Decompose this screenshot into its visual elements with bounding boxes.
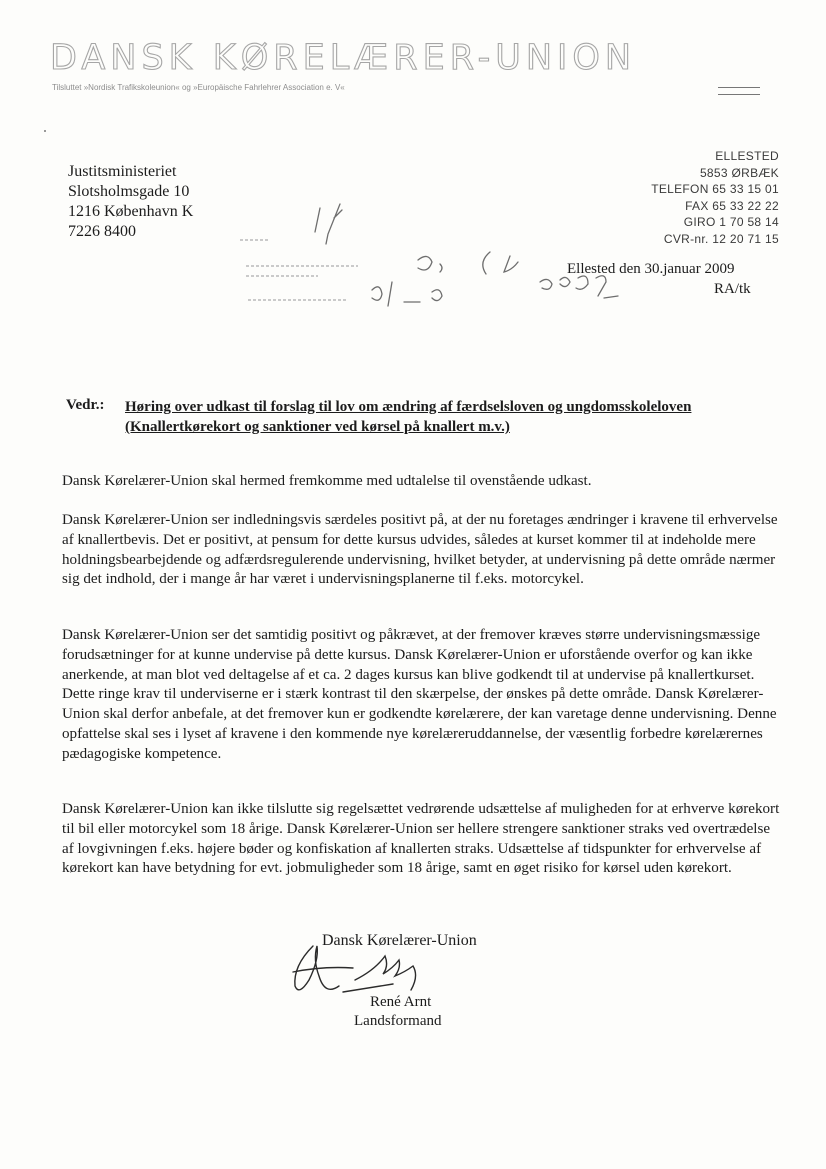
recipient-address: [68, 162, 193, 242]
sender-line: 5853 ØRBÆK: [699, 165, 779, 180]
recipient-line: 7226 8400: [68, 223, 136, 240]
body-paragraph: Dansk Kørelærer-Union kan ikke tilslutte sig regelsættet vedrørende udsættelse af muligheden for at erhverve kørekort til bil eller motorcykel som 18 årige. Dansk Kørelærer-Union ser hellere strengere sanktioner straks ved overtrædelse af lovgivningen f.eks. højere bøder og konfiskation af knallerten straks. Udsættelse af tidspunkter for erhvervelse af kørekort kan have betydning for evt. jobmuligheder som 18 årige, samt en øget risiko for kørsel uden kørekort.: [62, 801, 780, 877]
corner-mark: [718, 87, 760, 95]
sender-line: CVR-nr. 12 20 71 15: [663, 231, 779, 246]
sender-line: TELEFON 65 33 15 01: [651, 182, 779, 196]
signatory-name: René Arnt: [370, 994, 432, 1010]
sender-address: [651, 148, 779, 247]
scan-speck: [44, 130, 46, 132]
subject-label: Vedr.:: [66, 397, 105, 413]
recipient-line: 1216 København K: [68, 203, 194, 220]
letter-reference: RA/tk: [714, 281, 751, 297]
body-paragraph: Dansk Kørelærer-Union skal hermed fremkomme med udtalelse til ovenstående udkast.: [62, 473, 592, 489]
sender-line: GIRO 1 70 58 14: [683, 215, 779, 229]
closing-organization: Dansk Kørelærer-Union: [322, 932, 477, 949]
signatory-title: Landsformand: [354, 1013, 442, 1029]
body-paragraph: Dansk Kørelærer-Union ser det samtidig positivt og påkrævet, at der fremover kræves større undervisningsmæssige forudsætninger for at kunne undervise på dette kursus. Dansk Kørelærer-Union er uforstående overfor og kan ikke anerkende, at man blot ved deltagelse af et ca. 2 dages kursus kan blive godkendt til at undervise på knallertkurset. Dette ringe krav til underviserne er i stærk kontrast til den skærpelse, der ønskes på dette område. Dansk Kørelærer-Union skal derfor anbefale, at det fremover kun er godkendte kørelærere, der kan varetage denne undervisning. Denne opfattelse skal ses i lyset af kravene i den kommende nye kørelæreruddannelse, der væsentlig forbedre kørelærernes pædagogiske kompetence.: [62, 627, 777, 762]
sender-line: FAX 65 33 22 22: [685, 198, 779, 213]
subject-line: Høring over udkast til forslag til lov om ændring af færdselsloven og ungdomsskoleloven (Knallertkørekort og sanktioner ved kørsel på knallert m.v.): [125, 399, 692, 435]
recipient-line: Justitsministeriet: [68, 163, 177, 180]
sender-line: ELLESTED: [715, 149, 779, 163]
letterhead-subline: Tilsluttet »Nordisk Trafikskoleunion« og »Europäische Fahrlehrer Association e. V«: [52, 83, 345, 92]
letter-date: Ellested den 30.januar 2009: [567, 261, 735, 277]
letterhead-org-name: DANSK KØRELÆRER-UNION: [50, 38, 637, 78]
recipient-line: Slotsholmsgade 10: [68, 183, 190, 200]
body-paragraph: Dansk Kørelærer-Union ser indledningsvis særdeles positivt på, at der nu foretages ændringer i kravene til erhvervelse af knallertbevis. Det er positivt, at pensum for dette kursus udvides, således at kurset kommer til at indeholde mere holdningsbearbejdende og adfærdsregulerende undervisning, hvilket betyder, at undervisning på dette område nærmer sig det indhold, der i mange år har været i undervisningsplanerne til f.eks. motorcykel.: [62, 512, 778, 588]
